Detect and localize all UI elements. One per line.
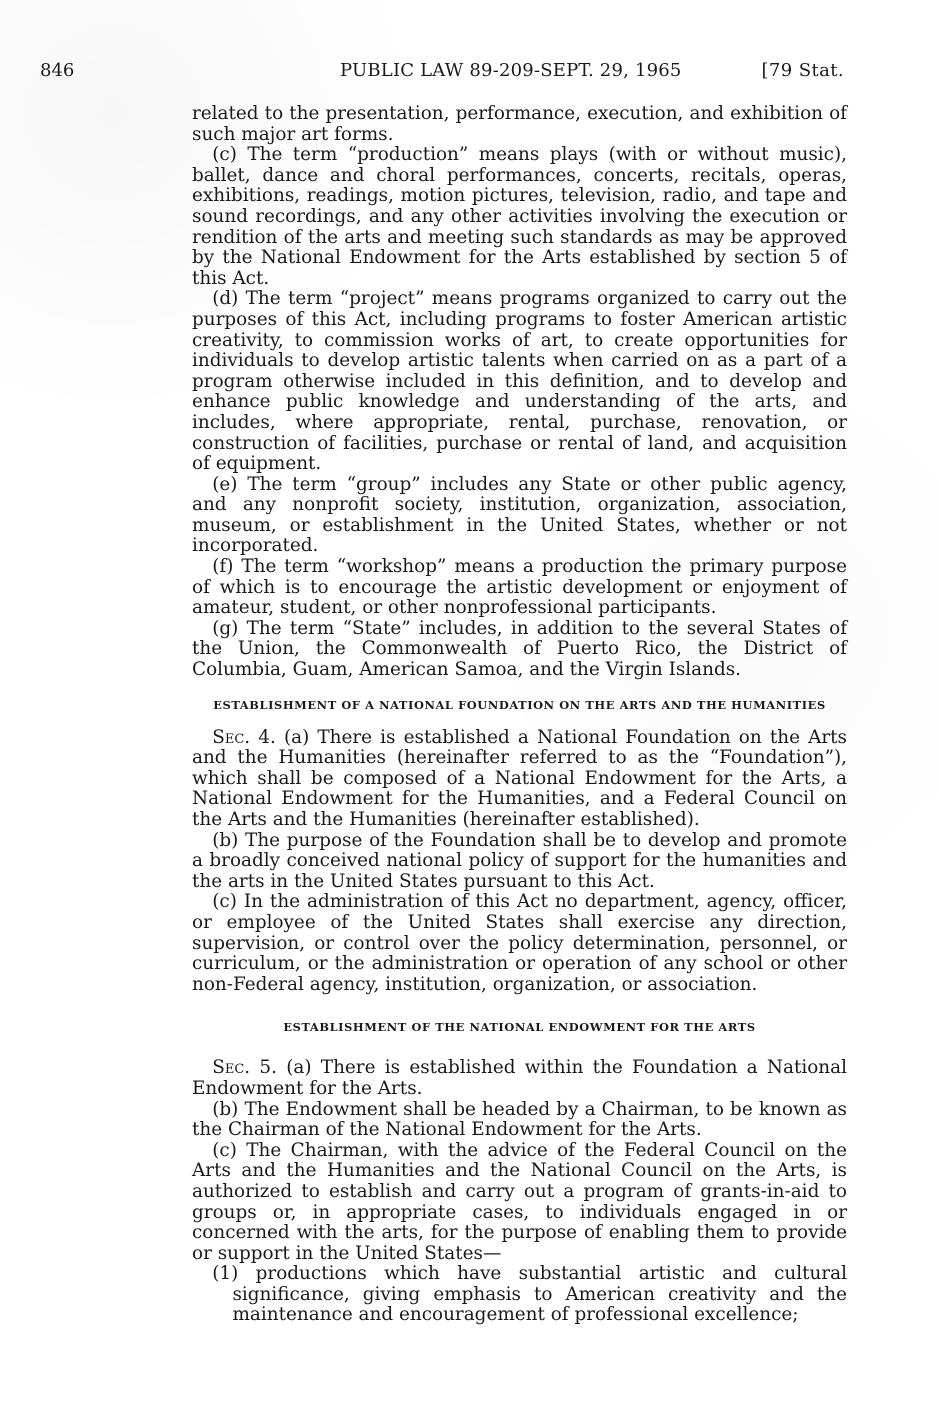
body-text xyxy=(192,104,847,1326)
paragraph-f-workshop: (f) The term “workshop” means a production the primary purpose of which is to encourage the artistic development or enjoyment of amateur, student, or other nonprofessional participants. xyxy=(192,556,847,619)
sec5-clause-1: (1) productions which have substantial artistic and cultural significance, giving emphasis to American creativity and the maintenance and encouragement of professional excellence; xyxy=(212,1263,847,1326)
sec4-a-text: (a) There is established a National Foundation on the Arts and the Humanities (hereinafter referred to as the “Foundation”), which shall be composed of a National Endowment for the Arts, a National Endowment for the Humanities, and a Federal Council on the Arts and the Humanities (hereinafter established). xyxy=(192,726,847,830)
page-number: 846 xyxy=(40,60,75,81)
paragraph-g-state: (g) The term “State” includes, in addition to the several States of the Union, the Commonwealth of Puerto Rico, the District of Columbia, Guam, American Samoa, and the Virgin Islands. xyxy=(192,617,847,681)
statute-reference: [79 Stat. xyxy=(761,60,844,81)
sec5-label: Sec. 5. xyxy=(212,1057,277,1079)
sec4-paragraph-a xyxy=(192,728,847,831)
section-heading-foundation: ESTABLISHMENT OF A NATIONAL FOUNDATION ON THE ARTS AND THE HUMANITIES xyxy=(213,697,826,712)
sec4-paragraph-c: (c) In the administration of this Act no department, agency, officer, or employee of the United States shall exercise any direction, supervision, or control over the policy determination, personnel, or curriculum, or the administration or operation of any school or other non-Federal agency, institution, organization, or association. xyxy=(192,891,847,995)
paragraph-continued: related to the presentation, performance, execution, and exhibition of such major art forms. xyxy=(192,103,847,145)
sec5-a-text: (a) There is established within the Foundation a National Endowment for the Arts. xyxy=(192,1057,847,1099)
sec4-paragraph-b: (b) The purpose of the Foundation shall be to develop and promote a broadly conceived national policy of support for the humanities and the arts in the United States pursuant to this Act. xyxy=(192,829,847,892)
sec5-paragraph-c: (c) The Chairman, with the advice of the Federal Council on the Arts and the Humanities and the National Council on the Arts, is authorized to establish and carry out a program of grants-in-aid to groups or, in appropriate cases, to individuals engaged in or concerned with the arts, for the purpose of enabling them to provide or support in the United States— xyxy=(192,1139,847,1264)
paragraph-d-project: (d) The term “project” means programs organized to carry out the purposes of this Act, including programs to foster American artistic creativity, to commission works of art, to create opportunities for individuals to develop artistic talents when carried on as a part of a program otherwise included in this definition, and to develop and enhance public knowledge and understanding of the arts, and includes, where appropriate, rental, purchase, renovation, or construction of facilities, purchase or rental of land, and acquisition of equipment. xyxy=(192,288,847,475)
running-title: PUBLIC LAW 89-209-SEPT. 29, 1965 xyxy=(340,60,682,81)
page-header xyxy=(40,58,844,84)
sec4-label: Sec. 4. xyxy=(212,726,276,748)
sec5-paragraph-b: (b) The Endowment shall be headed by a Chairman, to be known as the Chairman of the National Endowment for the Arts. xyxy=(192,1098,847,1141)
paragraph-c-production: (c) The term “production” means plays (with or without music), ballet, dance and choral performances, concerts, recitals, operas, exhibitions, readings, motion pictures, television, radio, and tape and sound recordings, and any other activities involving the execution or rendition of the arts and meeting such standards as may be approved by the National Endowment for the Arts established by section 5 of this Act. xyxy=(192,144,847,289)
section-heading-endowment: ESTABLISHMENT OF THE NATIONAL ENDOWMENT FOR THE ARTS xyxy=(283,1020,756,1035)
paragraph-e-group: (e) The term “group” includes any State or other public agency, and any nonprofit society, institution, organization, association, museum, or establishment in the United States, whether or not incorporated. xyxy=(192,473,847,557)
sec5-paragraph-a xyxy=(192,1058,847,1099)
